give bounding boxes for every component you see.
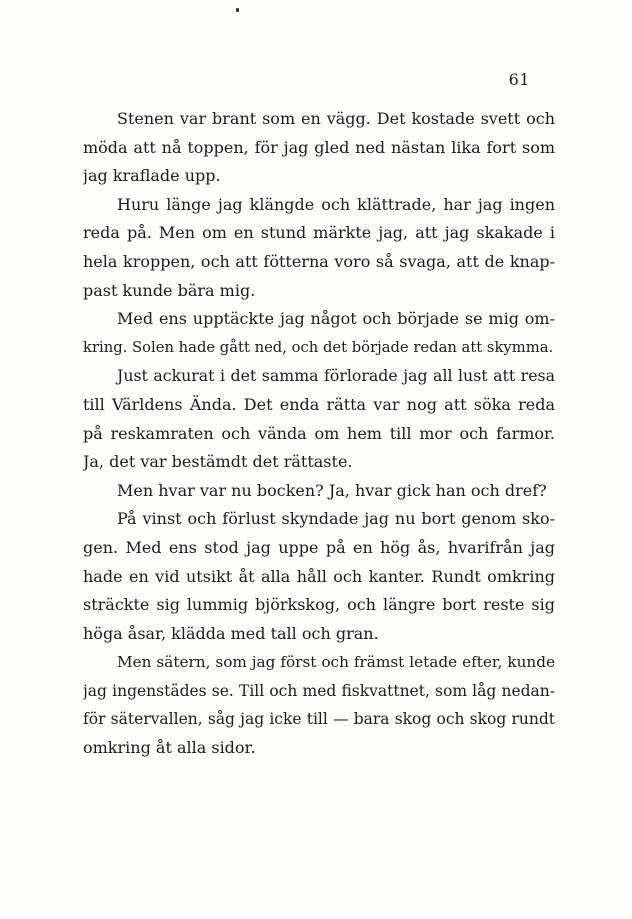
text-line: jag kraflade upp. bbox=[83, 166, 221, 186]
paragraph bbox=[83, 105, 555, 191]
text-line: för sätervallen, såg jag icke till — bara skog och skog rundt bbox=[83, 710, 555, 729]
text-line: På vinst och förlust skyndade jag nu bort genom sko- bbox=[117, 509, 555, 529]
text-line: Huru länge jag klängde och klättrade, har jag ingen bbox=[117, 194, 555, 214]
paragraph bbox=[83, 362, 555, 476]
text-line: på reskamraten och vända om hem till mor och farmor. bbox=[83, 423, 555, 443]
paragraph bbox=[83, 477, 555, 506]
text-line: gen. Med ens stod jag uppe på en hög ås, hvarifrån jag bbox=[83, 537, 555, 557]
paragraph bbox=[83, 505, 555, 648]
text-line: möda att nå toppen, för jag gled ned nästan lika fort som bbox=[83, 137, 555, 157]
page-number: 61 bbox=[508, 70, 530, 89]
text-line: höga åsar, klädda med tall och gran. bbox=[83, 623, 379, 643]
text-line: Men hvar var nu bocken? Ja, hvar gick han och dref? bbox=[117, 480, 547, 500]
text-line: omkring åt alla sidor. bbox=[83, 738, 256, 758]
text-line: jag ingenstädes se. Till och med fiskvattnet, som låg nedan- bbox=[83, 681, 555, 700]
text-line: Men sätern, som jag först och främst letade efter, kunde bbox=[117, 653, 555, 672]
text-line: past kunde bära mig. bbox=[83, 280, 256, 300]
text-line: Med ens upptäckte jag något och började se mig om- bbox=[117, 309, 555, 329]
ink-speck bbox=[236, 8, 239, 12]
text-line: till Världens Ända. Det enda rätta var nog att söka reda bbox=[83, 394, 555, 414]
paragraph bbox=[83, 305, 555, 362]
text-line: hela kroppen, och att fötterna voro så svaga, att de knap- bbox=[83, 251, 555, 271]
text-line: Ja, det var bestämdt det rättaste. bbox=[83, 452, 353, 472]
text-line: Stenen var brant som en vägg. Det kostade svett och bbox=[117, 109, 555, 128]
paragraph bbox=[83, 191, 555, 305]
text-line: kring. Solen hade gått ned, och det började redan att skymma. bbox=[83, 338, 554, 356]
text-line: reda på. Men om en stund märkte jag, att jag skakade i bbox=[83, 223, 555, 243]
text-line: hade en vid utsikt åt alla håll och kanter. Rundt omkring bbox=[83, 566, 555, 586]
text-line: sträckte sig lummig björkskog, och längre bort reste sig bbox=[83, 595, 555, 615]
text-line: Just ackurat i det samma förlorade jag all lust att resa bbox=[117, 366, 555, 386]
paragraph bbox=[83, 648, 555, 762]
body-text bbox=[83, 105, 555, 763]
